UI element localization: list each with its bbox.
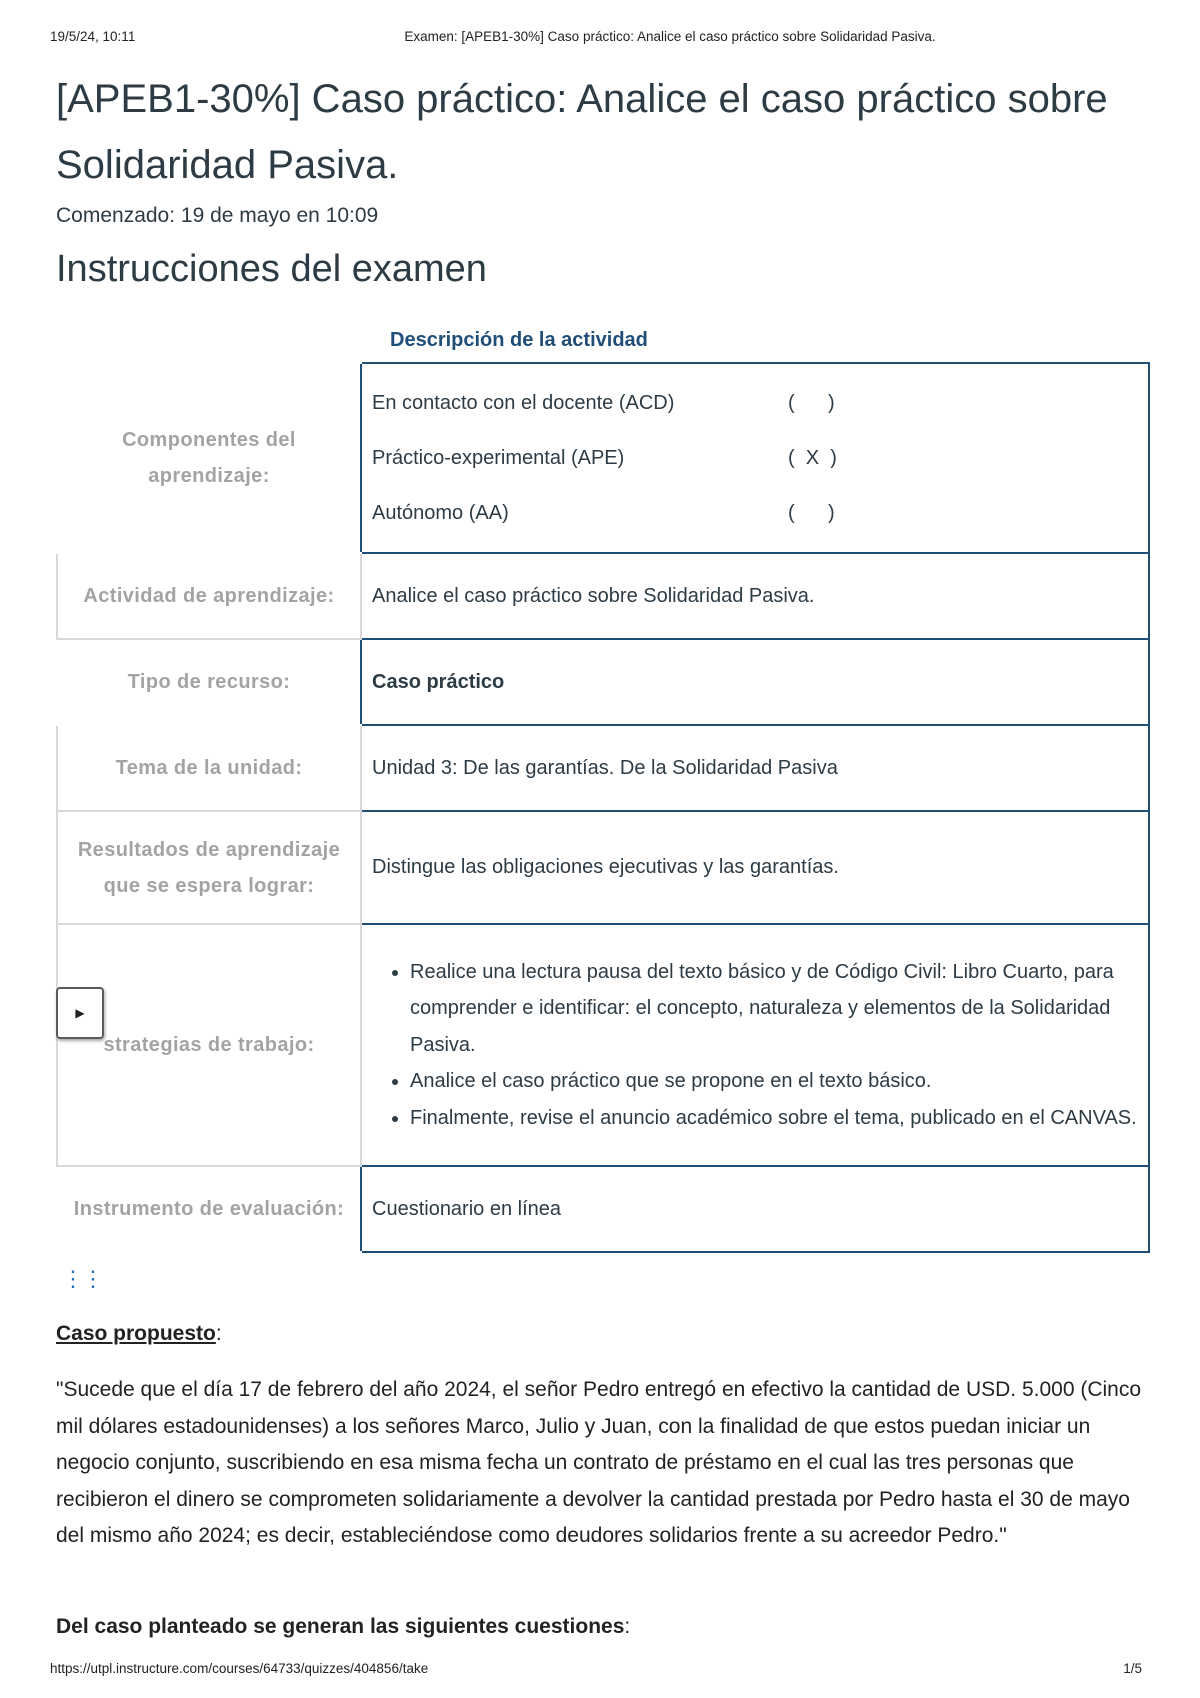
case-text: "Sucede que el día 17 de febrero del año 2024, el señor Pedro entregó en efectivo la cantidad de USD. 5.000 (Cinco mil dólares estadounidenses) a los señores Marco, Julio y Juan, con la finalidad de que estos puedan iniciar un negocio conjunto, suscribiendo en esa misma fecha un contrato de préstamo en el cual las tres personas que recibieron el dinero se comprometen solidariamente a devolver la cantidad prestada por Pedro hasta el 30 de mayo del mismo año 2024; es decir, estableciéndose como deudores solidarios frente a su acreedor Pedro." (56, 1378, 1142, 1547)
evaluation-value: Cuestionario en línea (361, 1166, 1149, 1252)
resource-label: Tipo de recurso: (127, 671, 291, 693)
components-row (57, 363, 1149, 553)
component-name: Práctico-experimental (APE) (372, 446, 625, 469)
unit-value: Unidad 3: De las garantías. De la Solidaridad Pasiva (361, 725, 1149, 811)
print-header (50, 29, 1140, 49)
list-item: • Realice una lectura pausa del texto básico y de Código Civil: Libro Cuarto, para comprender e identificar: el concepto, naturaleza y elementos de la Solidaridad Pasiva. (410, 954, 1138, 1064)
instructions-heading: Instrucciones del examen (56, 248, 487, 290)
activity-table (56, 362, 1150, 1253)
print-page-number: 1/5 (1123, 1661, 1142, 1676)
components-value (361, 363, 1149, 553)
print-datetime: 19/5/24, 10:11 (50, 29, 136, 44)
resource-row (57, 639, 1149, 725)
page-title: [APEB1-30%] Caso práctico: Analice el caso práctico sobre Solidaridad Pasiva. (56, 77, 1108, 187)
play-button[interactable] (56, 987, 104, 1039)
strategies-row (57, 924, 1149, 1166)
evaluation-row (57, 1166, 1149, 1252)
component-mark: ( X ) (788, 446, 837, 469)
component-item (372, 486, 1138, 541)
results-value: Distingue las obligaciones ejecutivas y las garantías. (361, 811, 1149, 924)
results-row (57, 811, 1149, 924)
evaluation-label: Instrumento de evaluación: (73, 1198, 345, 1220)
print-page-title: Examen: [APEB1-30%] Caso práctico: Analice el caso práctico sobre Solidaridad Pasiva. (404, 29, 936, 44)
questions-heading-text: Del caso planteado se generan las siguientes cuestiones (56, 1615, 625, 1638)
print-url: https://utpl.instructure.com/courses/64733/quizzes/404856/take (50, 1661, 429, 1676)
component-item (372, 431, 1138, 486)
quiz-started-time: Comenzado: 19 de mayo en 10:09 (56, 204, 379, 227)
component-item (372, 376, 1138, 431)
play-icon: ▶ (75, 1006, 85, 1020)
strategies-list (372, 954, 1138, 1137)
resource-value: Caso práctico (361, 639, 1149, 725)
case-heading-text: Caso propuesto (56, 1322, 216, 1345)
activity-description-title: Descripción de la actividad (390, 329, 648, 351)
activity-row (57, 553, 1149, 639)
results-label: Resultados de aprendizaje que se espera lograr: (57, 811, 361, 924)
list-item: • Finalmente, revise el anuncio académico sobre el tema, publicado en el CANVAS. (410, 1100, 1138, 1137)
activity-label: Actividad de aprendizaje: (57, 553, 361, 639)
list-item: • Analice el caso práctico que se propone en el texto básico. (410, 1063, 1138, 1100)
quiz-content (56, 66, 1150, 291)
components-label: Componentes del aprendizaje: (122, 429, 296, 487)
activity-value: Analice el caso práctico sobre Solidaridad Pasiva. (361, 553, 1149, 639)
component-mark: ( ) (788, 391, 835, 414)
strategies-value (361, 924, 1149, 1166)
component-name: Autónomo (AA) (372, 501, 509, 524)
case-heading-suffix: : (215, 1322, 222, 1345)
strategies-label: strategias de trabajo: (57, 924, 361, 1166)
unit-label: Tema de la unidad: (57, 725, 361, 811)
print-footer (50, 1661, 1142, 1676)
component-mark: ( ) (788, 501, 835, 524)
unit-row (57, 725, 1149, 811)
case-heading (56, 1322, 222, 1346)
questions-heading (56, 1615, 630, 1639)
component-name: En contacto con el docente (ACD) (372, 391, 675, 414)
questions-heading-suffix: : (624, 1615, 631, 1638)
drag-handle-icon[interactable]: ⋮⋮ (62, 1266, 102, 1291)
